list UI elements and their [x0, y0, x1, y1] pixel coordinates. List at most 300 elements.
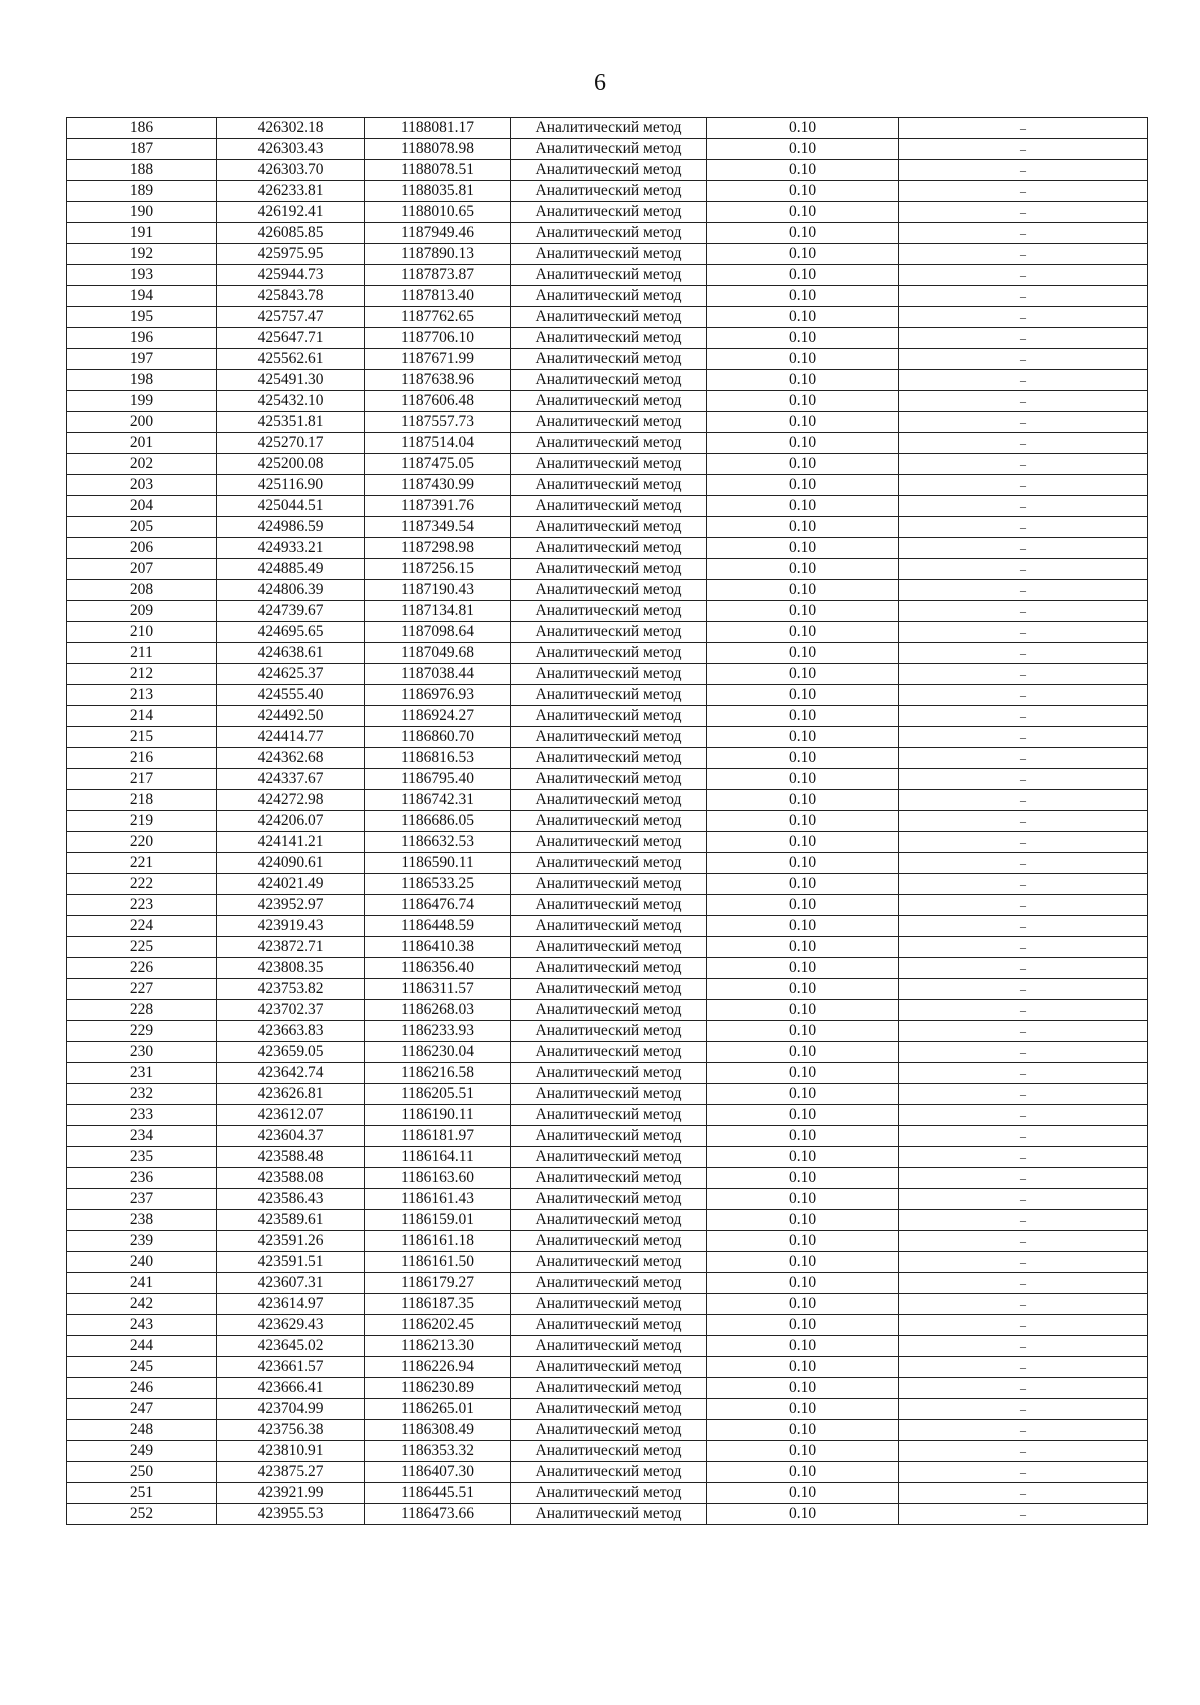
method-cell: Аналитический метод — [511, 1105, 707, 1126]
x-coordinate-cell: 426085.85 — [217, 223, 365, 244]
accuracy-cell: 0.10 — [707, 118, 899, 139]
x-coordinate-cell: 423753.82 — [217, 979, 365, 1000]
accuracy-cell: 0.10 — [707, 664, 899, 685]
note-cell: – — [899, 244, 1148, 265]
point-number-cell: 250 — [67, 1462, 217, 1483]
note-cell: – — [899, 1042, 1148, 1063]
accuracy-cell: 0.10 — [707, 1399, 899, 1420]
x-coordinate-cell: 423952.97 — [217, 895, 365, 916]
x-coordinate-cell: 423645.02 — [217, 1336, 365, 1357]
table-row — [67, 1294, 1148, 1315]
y-coordinate-cell: 1186356.40 — [365, 958, 511, 979]
method-cell: Аналитический метод — [511, 118, 707, 139]
note-cell: – — [899, 265, 1148, 286]
accuracy-cell: 0.10 — [707, 1336, 899, 1357]
y-coordinate-cell: 1186163.60 — [365, 1168, 511, 1189]
accuracy-cell: 0.10 — [707, 685, 899, 706]
accuracy-cell: 0.10 — [707, 811, 899, 832]
table-row — [67, 937, 1148, 958]
note-cell: – — [899, 769, 1148, 790]
point-number-cell: 196 — [67, 328, 217, 349]
note-cell: – — [899, 1231, 1148, 1252]
y-coordinate-cell: 1186410.38 — [365, 937, 511, 958]
x-coordinate-cell: 424337.67 — [217, 769, 365, 790]
note-cell: – — [899, 853, 1148, 874]
method-cell: Аналитический метод — [511, 601, 707, 622]
table-row — [67, 685, 1148, 706]
point-number-cell: 229 — [67, 1021, 217, 1042]
note-cell: – — [899, 391, 1148, 412]
method-cell: Аналитический метод — [511, 832, 707, 853]
method-cell: Аналитический метод — [511, 1462, 707, 1483]
method-cell: Аналитический метод — [511, 1021, 707, 1042]
point-number-cell: 189 — [67, 181, 217, 202]
method-cell: Аналитический метод — [511, 706, 707, 727]
y-coordinate-cell: 1187391.76 — [365, 496, 511, 517]
accuracy-cell: 0.10 — [707, 1168, 899, 1189]
accuracy-cell: 0.10 — [707, 1147, 899, 1168]
y-coordinate-cell: 1186230.04 — [365, 1042, 511, 1063]
y-coordinate-cell: 1186686.05 — [365, 811, 511, 832]
point-number-cell: 251 — [67, 1483, 217, 1504]
table-row — [67, 118, 1148, 139]
point-number-cell: 220 — [67, 832, 217, 853]
point-number-cell: 213 — [67, 685, 217, 706]
note-cell: – — [899, 412, 1148, 433]
y-coordinate-cell: 1186473.66 — [365, 1504, 511, 1525]
table-row — [67, 874, 1148, 895]
point-number-cell: 233 — [67, 1105, 217, 1126]
table-row — [67, 1504, 1148, 1525]
note-cell: – — [899, 1210, 1148, 1231]
note-cell: – — [899, 1441, 1148, 1462]
x-coordinate-cell: 423589.61 — [217, 1210, 365, 1231]
note-cell: – — [899, 811, 1148, 832]
x-coordinate-cell: 425975.95 — [217, 244, 365, 265]
x-coordinate-cell: 426233.81 — [217, 181, 365, 202]
point-number-cell: 198 — [67, 370, 217, 391]
point-number-cell: 232 — [67, 1084, 217, 1105]
note-cell: – — [899, 307, 1148, 328]
method-cell: Аналитический метод — [511, 1189, 707, 1210]
method-cell: Аналитический метод — [511, 790, 707, 811]
y-coordinate-cell: 1186976.93 — [365, 685, 511, 706]
coordinates-table-body — [67, 118, 1148, 1525]
point-number-cell: 207 — [67, 559, 217, 580]
y-coordinate-cell: 1187134.81 — [365, 601, 511, 622]
x-coordinate-cell: 424090.61 — [217, 853, 365, 874]
table-row — [67, 517, 1148, 538]
accuracy-cell: 0.10 — [707, 790, 899, 811]
note-cell: – — [899, 181, 1148, 202]
note-cell: – — [899, 349, 1148, 370]
x-coordinate-cell: 423663.83 — [217, 1021, 365, 1042]
table-row — [67, 391, 1148, 412]
accuracy-cell: 0.10 — [707, 265, 899, 286]
method-cell: Аналитический метод — [511, 286, 707, 307]
note-cell: – — [899, 580, 1148, 601]
point-number-cell: 217 — [67, 769, 217, 790]
x-coordinate-cell: 423919.43 — [217, 916, 365, 937]
method-cell: Аналитический метод — [511, 1420, 707, 1441]
note-cell: – — [899, 1168, 1148, 1189]
table-row — [67, 370, 1148, 391]
method-cell: Аналитический метод — [511, 1483, 707, 1504]
table-row — [67, 202, 1148, 223]
method-cell: Аналитический метод — [511, 223, 707, 244]
y-coordinate-cell: 1186164.11 — [365, 1147, 511, 1168]
note-cell: – — [899, 559, 1148, 580]
table-row — [67, 160, 1148, 181]
x-coordinate-cell: 423666.41 — [217, 1378, 365, 1399]
y-coordinate-cell: 1186924.27 — [365, 706, 511, 727]
method-cell: Аналитический метод — [511, 1504, 707, 1525]
point-number-cell: 249 — [67, 1441, 217, 1462]
method-cell: Аналитический метод — [511, 139, 707, 160]
table-row — [67, 1147, 1148, 1168]
table-row — [67, 1000, 1148, 1021]
accuracy-cell: 0.10 — [707, 307, 899, 328]
point-number-cell: 195 — [67, 307, 217, 328]
y-coordinate-cell: 1186226.94 — [365, 1357, 511, 1378]
y-coordinate-cell: 1187430.99 — [365, 475, 511, 496]
table-row — [67, 748, 1148, 769]
note-cell: – — [899, 1084, 1148, 1105]
table-row — [67, 790, 1148, 811]
method-cell: Аналитический метод — [511, 643, 707, 664]
y-coordinate-cell: 1186476.74 — [365, 895, 511, 916]
x-coordinate-cell: 425843.78 — [217, 286, 365, 307]
note-cell: – — [899, 139, 1148, 160]
note-cell: – — [899, 1504, 1148, 1525]
note-cell: – — [899, 202, 1148, 223]
table-row — [67, 832, 1148, 853]
accuracy-cell: 0.10 — [707, 433, 899, 454]
point-number-cell: 199 — [67, 391, 217, 412]
x-coordinate-cell: 424806.39 — [217, 580, 365, 601]
table-row — [67, 643, 1148, 664]
x-coordinate-cell: 425562.61 — [217, 349, 365, 370]
accuracy-cell: 0.10 — [707, 643, 899, 664]
table-row — [67, 139, 1148, 160]
note-cell: – — [899, 895, 1148, 916]
method-cell: Аналитический метод — [511, 1168, 707, 1189]
x-coordinate-cell: 425944.73 — [217, 265, 365, 286]
y-coordinate-cell: 1188078.98 — [365, 139, 511, 160]
point-number-cell: 227 — [67, 979, 217, 1000]
x-coordinate-cell: 423607.31 — [217, 1273, 365, 1294]
accuracy-cell: 0.10 — [707, 1420, 899, 1441]
point-number-cell: 211 — [67, 643, 217, 664]
table-row — [67, 1042, 1148, 1063]
table-row — [67, 265, 1148, 286]
table-row — [67, 1126, 1148, 1147]
point-number-cell: 197 — [67, 349, 217, 370]
y-coordinate-cell: 1186181.97 — [365, 1126, 511, 1147]
x-coordinate-cell: 423614.97 — [217, 1294, 365, 1315]
table-row — [67, 706, 1148, 727]
method-cell: Аналитический метод — [511, 853, 707, 874]
y-coordinate-cell: 1186795.40 — [365, 769, 511, 790]
point-number-cell: 238 — [67, 1210, 217, 1231]
x-coordinate-cell: 424739.67 — [217, 601, 365, 622]
y-coordinate-cell: 1186448.59 — [365, 916, 511, 937]
point-number-cell: 246 — [67, 1378, 217, 1399]
y-coordinate-cell: 1186265.01 — [365, 1399, 511, 1420]
x-coordinate-cell: 424206.07 — [217, 811, 365, 832]
table-row — [67, 475, 1148, 496]
table-row — [67, 811, 1148, 832]
x-coordinate-cell: 426303.70 — [217, 160, 365, 181]
point-number-cell: 201 — [67, 433, 217, 454]
accuracy-cell: 0.10 — [707, 727, 899, 748]
x-coordinate-cell: 423756.38 — [217, 1420, 365, 1441]
table-row — [67, 1210, 1148, 1231]
method-cell: Аналитический метод — [511, 1441, 707, 1462]
x-coordinate-cell: 423588.48 — [217, 1147, 365, 1168]
table-row — [67, 1231, 1148, 1252]
method-cell: Аналитический метод — [511, 1000, 707, 1021]
table-row — [67, 1021, 1148, 1042]
accuracy-cell: 0.10 — [707, 748, 899, 769]
accuracy-cell: 0.10 — [707, 1483, 899, 1504]
note-cell: – — [899, 643, 1148, 664]
x-coordinate-cell: 423921.99 — [217, 1483, 365, 1504]
x-coordinate-cell: 425647.71 — [217, 328, 365, 349]
accuracy-cell: 0.10 — [707, 1462, 899, 1483]
accuracy-cell: 0.10 — [707, 517, 899, 538]
x-coordinate-cell: 424021.49 — [217, 874, 365, 895]
y-coordinate-cell: 1187813.40 — [365, 286, 511, 307]
method-cell: Аналитический метод — [511, 1126, 707, 1147]
point-number-cell: 224 — [67, 916, 217, 937]
accuracy-cell: 0.10 — [707, 391, 899, 412]
method-cell: Аналитический метод — [511, 811, 707, 832]
method-cell: Аналитический метод — [511, 517, 707, 538]
point-number-cell: 242 — [67, 1294, 217, 1315]
note-cell: – — [899, 937, 1148, 958]
point-number-cell: 216 — [67, 748, 217, 769]
accuracy-cell: 0.10 — [707, 412, 899, 433]
note-cell: – — [899, 727, 1148, 748]
x-coordinate-cell: 425351.81 — [217, 412, 365, 433]
accuracy-cell: 0.10 — [707, 1504, 899, 1525]
table-row — [67, 580, 1148, 601]
note-cell: – — [899, 1483, 1148, 1504]
method-cell: Аналитический метод — [511, 538, 707, 559]
point-number-cell: 237 — [67, 1189, 217, 1210]
y-coordinate-cell: 1187298.98 — [365, 538, 511, 559]
accuracy-cell: 0.10 — [707, 832, 899, 853]
y-coordinate-cell: 1187606.48 — [365, 391, 511, 412]
accuracy-cell: 0.10 — [707, 622, 899, 643]
point-number-cell: 204 — [67, 496, 217, 517]
x-coordinate-cell: 424695.65 — [217, 622, 365, 643]
y-coordinate-cell: 1187671.99 — [365, 349, 511, 370]
table-row — [67, 727, 1148, 748]
note-cell: – — [899, 1063, 1148, 1084]
note-cell: – — [899, 622, 1148, 643]
y-coordinate-cell: 1187949.46 — [365, 223, 511, 244]
y-coordinate-cell: 1186407.30 — [365, 1462, 511, 1483]
x-coordinate-cell: 423591.26 — [217, 1231, 365, 1252]
table-row — [67, 601, 1148, 622]
y-coordinate-cell: 1186161.50 — [365, 1252, 511, 1273]
accuracy-cell: 0.10 — [707, 559, 899, 580]
x-coordinate-cell: 423702.37 — [217, 1000, 365, 1021]
method-cell: Аналитический метод — [511, 433, 707, 454]
point-number-cell: 214 — [67, 706, 217, 727]
method-cell: Аналитический метод — [511, 1084, 707, 1105]
note-cell: – — [899, 1336, 1148, 1357]
method-cell: Аналитический метод — [511, 391, 707, 412]
method-cell: Аналитический метод — [511, 1336, 707, 1357]
point-number-cell: 194 — [67, 286, 217, 307]
accuracy-cell: 0.10 — [707, 853, 899, 874]
point-number-cell: 212 — [67, 664, 217, 685]
method-cell: Аналитический метод — [511, 1357, 707, 1378]
point-number-cell: 200 — [67, 412, 217, 433]
x-coordinate-cell: 424362.68 — [217, 748, 365, 769]
table-row — [67, 853, 1148, 874]
y-coordinate-cell: 1186860.70 — [365, 727, 511, 748]
accuracy-cell: 0.10 — [707, 1441, 899, 1462]
y-coordinate-cell: 1186742.31 — [365, 790, 511, 811]
y-coordinate-cell: 1186590.11 — [365, 853, 511, 874]
method-cell: Аналитический метод — [511, 1210, 707, 1231]
x-coordinate-cell: 423586.43 — [217, 1189, 365, 1210]
y-coordinate-cell: 1187638.96 — [365, 370, 511, 391]
method-cell: Аналитический метод — [511, 1231, 707, 1252]
note-cell: – — [899, 433, 1148, 454]
table-row — [67, 223, 1148, 244]
accuracy-cell: 0.10 — [707, 181, 899, 202]
y-coordinate-cell: 1186190.11 — [365, 1105, 511, 1126]
x-coordinate-cell: 423588.08 — [217, 1168, 365, 1189]
table-row — [67, 1399, 1148, 1420]
table-row — [67, 1168, 1148, 1189]
y-coordinate-cell: 1187038.44 — [365, 664, 511, 685]
point-number-cell: 247 — [67, 1399, 217, 1420]
method-cell: Аналитический метод — [511, 202, 707, 223]
x-coordinate-cell: 424492.50 — [217, 706, 365, 727]
note-cell: – — [899, 223, 1148, 244]
y-coordinate-cell: 1187762.65 — [365, 307, 511, 328]
accuracy-cell: 0.10 — [707, 370, 899, 391]
x-coordinate-cell: 423591.51 — [217, 1252, 365, 1273]
y-coordinate-cell: 1188081.17 — [365, 118, 511, 139]
point-number-cell: 203 — [67, 475, 217, 496]
accuracy-cell: 0.10 — [707, 1042, 899, 1063]
point-number-cell: 219 — [67, 811, 217, 832]
note-cell: – — [899, 517, 1148, 538]
y-coordinate-cell: 1186308.49 — [365, 1420, 511, 1441]
table-row — [67, 1420, 1148, 1441]
note-cell: – — [899, 538, 1148, 559]
table-row — [67, 1105, 1148, 1126]
method-cell: Аналитический метод — [511, 769, 707, 790]
method-cell: Аналитический метод — [511, 958, 707, 979]
accuracy-cell: 0.10 — [707, 1294, 899, 1315]
accuracy-cell: 0.10 — [707, 1357, 899, 1378]
coordinates-table — [66, 117, 1148, 1525]
table-row — [67, 538, 1148, 559]
point-number-cell: 192 — [67, 244, 217, 265]
accuracy-cell: 0.10 — [707, 1021, 899, 1042]
note-cell: – — [899, 1189, 1148, 1210]
accuracy-cell: 0.10 — [707, 916, 899, 937]
method-cell: Аналитический метод — [511, 622, 707, 643]
method-cell: Аналитический метод — [511, 496, 707, 517]
method-cell: Аналитический метод — [511, 1147, 707, 1168]
point-number-cell: 252 — [67, 1504, 217, 1525]
method-cell: Аналитический метод — [511, 748, 707, 769]
point-number-cell: 187 — [67, 139, 217, 160]
x-coordinate-cell: 423875.27 — [217, 1462, 365, 1483]
note-cell: – — [899, 1273, 1148, 1294]
y-coordinate-cell: 1186632.53 — [365, 832, 511, 853]
y-coordinate-cell: 1188078.51 — [365, 160, 511, 181]
accuracy-cell: 0.10 — [707, 139, 899, 160]
accuracy-cell: 0.10 — [707, 286, 899, 307]
y-coordinate-cell: 1186161.18 — [365, 1231, 511, 1252]
point-number-cell: 208 — [67, 580, 217, 601]
x-coordinate-cell: 426302.18 — [217, 118, 365, 139]
y-coordinate-cell: 1186445.51 — [365, 1483, 511, 1504]
point-number-cell: 243 — [67, 1315, 217, 1336]
x-coordinate-cell: 424638.61 — [217, 643, 365, 664]
note-cell: – — [899, 748, 1148, 769]
note-cell: – — [899, 328, 1148, 349]
table-row — [67, 412, 1148, 433]
x-coordinate-cell: 423955.53 — [217, 1504, 365, 1525]
note-cell: – — [899, 454, 1148, 475]
note-cell: – — [899, 1378, 1148, 1399]
point-number-cell: 190 — [67, 202, 217, 223]
x-coordinate-cell: 425200.08 — [217, 454, 365, 475]
point-number-cell: 225 — [67, 937, 217, 958]
method-cell: Аналитический метод — [511, 685, 707, 706]
method-cell: Аналитический метод — [511, 349, 707, 370]
y-coordinate-cell: 1186216.58 — [365, 1063, 511, 1084]
table-row — [67, 307, 1148, 328]
point-number-cell: 235 — [67, 1147, 217, 1168]
point-number-cell: 240 — [67, 1252, 217, 1273]
y-coordinate-cell: 1187514.04 — [365, 433, 511, 454]
table-row — [67, 1063, 1148, 1084]
table-row — [67, 1441, 1148, 1462]
y-coordinate-cell: 1186353.32 — [365, 1441, 511, 1462]
table-row — [67, 496, 1148, 517]
method-cell: Аналитический метод — [511, 265, 707, 286]
table-row — [67, 349, 1148, 370]
table-row — [67, 895, 1148, 916]
y-coordinate-cell: 1186311.57 — [365, 979, 511, 1000]
x-coordinate-cell: 425491.30 — [217, 370, 365, 391]
note-cell: – — [899, 1105, 1148, 1126]
accuracy-cell: 0.10 — [707, 1273, 899, 1294]
table-row — [67, 328, 1148, 349]
table-row — [67, 1462, 1148, 1483]
note-cell: – — [899, 1126, 1148, 1147]
accuracy-cell: 0.10 — [707, 1126, 899, 1147]
note-cell: – — [899, 1252, 1148, 1273]
x-coordinate-cell: 423626.81 — [217, 1084, 365, 1105]
table-row — [67, 454, 1148, 475]
x-coordinate-cell: 426303.43 — [217, 139, 365, 160]
point-number-cell: 239 — [67, 1231, 217, 1252]
point-number-cell: 218 — [67, 790, 217, 811]
